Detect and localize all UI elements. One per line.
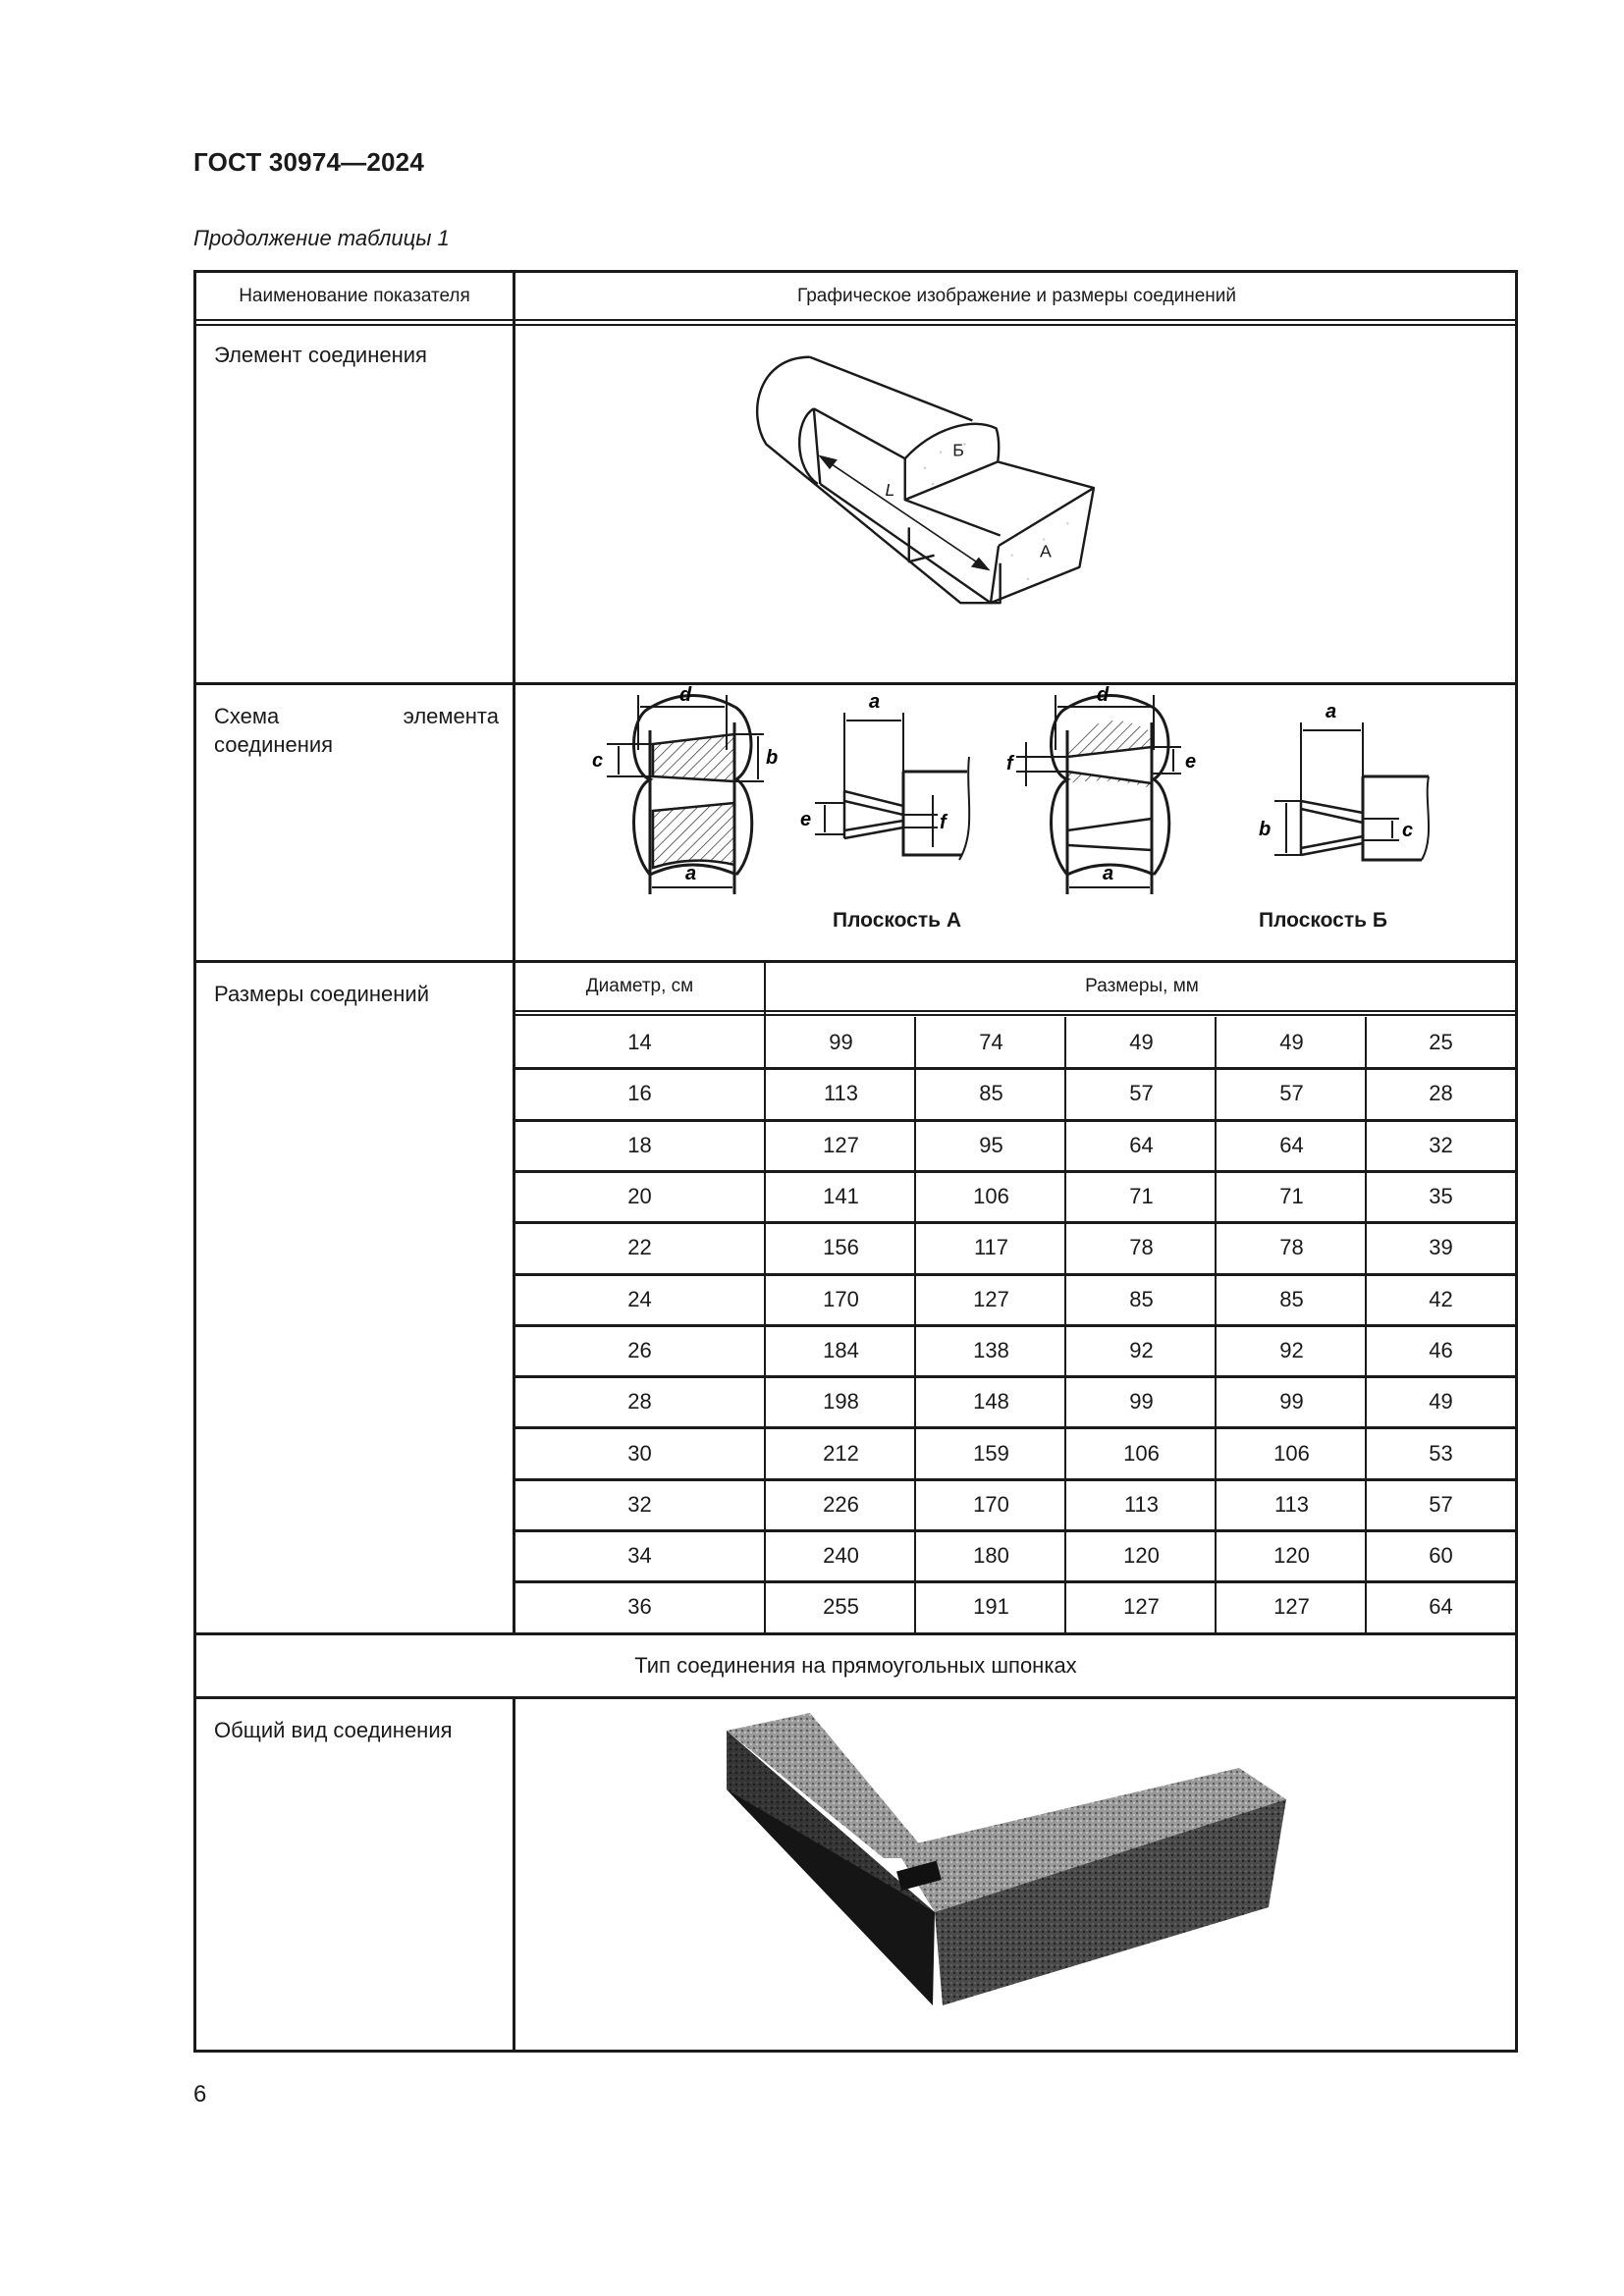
size-cell: 255 [823,1594,859,1620]
diameter-cell: 16 [627,1081,652,1106]
size-cell: 53 [1429,1440,1453,1466]
size-cell: 28 [1429,1081,1453,1106]
size-cell: 49 [1279,1030,1304,1055]
size-cell: 39 [1429,1235,1453,1260]
section-title: Тип соединения на прямоугольных шпонках [634,1653,1077,1678]
size-cell: 198 [823,1389,859,1415]
size-column-divider [914,1017,916,1632]
diameter-cell: 26 [627,1337,652,1362]
joint-element-isometric-figure [727,327,1139,641]
dim-a: a [685,863,697,884]
dim-d: d [1097,684,1110,706]
face-label-b: Б [952,440,964,460]
dim-f: f [1006,753,1013,774]
size-cell: 85 [1129,1286,1154,1311]
size-cell: 127 [1273,1594,1310,1620]
dim-b: b [766,747,779,769]
size-column-divider [1365,1017,1367,1632]
diameter-cell: 24 [627,1286,652,1311]
scheme-plane-b-view [1247,693,1443,889]
row-label-element: Элемент соединения [214,343,427,367]
size-cell: 127 [973,1286,1009,1311]
size-cell: 226 [823,1491,859,1517]
size-cell: 78 [1279,1235,1304,1260]
size-cell: 170 [973,1491,1009,1517]
table-caption: Продолжение таблицы 1 [193,226,450,250]
diameter-cell: 18 [627,1132,652,1157]
diameter-cell: 28 [627,1389,652,1415]
size-cell: 57 [1279,1081,1304,1106]
dim-a: a [1326,701,1337,722]
size-cell: 138 [973,1337,1009,1362]
header-divider [196,319,1515,321]
joint-specification-table [193,270,1518,2053]
size-cell: 92 [1129,1337,1154,1362]
size-cell: 64 [1129,1132,1154,1157]
diameter-cell: 34 [627,1543,652,1569]
column-header-indicator: Наименование показателя [239,286,470,306]
dim-e: e [800,809,812,830]
diameter-cell: 32 [627,1491,652,1517]
size-cell: 57 [1429,1491,1453,1517]
diameter-cell: 36 [627,1594,652,1620]
scheme-section-view-1 [589,684,785,929]
size-cell: 156 [823,1235,859,1260]
size-cell: 184 [823,1337,859,1362]
size-cell: 99 [1279,1389,1304,1415]
size-cell: 60 [1429,1543,1453,1569]
face-label-a: А [1040,541,1052,561]
size-cell: 170 [823,1286,859,1311]
diameter-cell: 14 [627,1030,652,1055]
col-header-sizes: Размеры, мм [1085,976,1199,996]
size-cell: 49 [1429,1389,1453,1415]
diameter-cell: 20 [627,1184,652,1209]
dim-a: a [869,691,881,713]
dims-header-divider [515,1010,1515,1012]
size-cell: 127 [1123,1594,1160,1620]
dim-a: a [1103,863,1114,884]
size-cell: 212 [823,1440,859,1466]
diameter-cell: 22 [627,1235,652,1260]
size-column-divider [1215,1017,1217,1632]
size-cell: 240 [823,1543,859,1569]
size-cell: 180 [973,1543,1009,1569]
size-cell: 113 [823,1081,859,1106]
size-cell: 42 [1429,1286,1453,1311]
size-cell: 141 [823,1184,859,1209]
diameter-cell: 30 [627,1440,652,1466]
size-cell: 85 [1279,1286,1304,1311]
size-column-divider [1064,1017,1066,1632]
dim-b: b [1259,819,1272,840]
dim-c: c [1402,820,1414,841]
size-cell: 32 [1429,1132,1453,1157]
column-divider [513,1696,515,2053]
dim-e: e [1185,751,1197,773]
size-cell: 95 [979,1132,1003,1157]
size-cell: 85 [979,1081,1003,1106]
plane-b-caption: Плоскость Б [1259,909,1387,932]
dims-header-divider [515,1014,1515,1016]
dim-f: f [940,812,947,833]
size-cell: 120 [1123,1543,1160,1569]
row-label-general-view: Общий вид соединения [214,1718,453,1742]
size-cell: 106 [1123,1440,1160,1466]
rectangular-key-joint-figure [717,1711,1345,2025]
size-cell: 106 [973,1184,1009,1209]
size-cell: 46 [1429,1337,1453,1362]
column-header-graphic: Графическое изображение и размеры соединений [797,286,1236,306]
size-cell: 148 [973,1389,1009,1415]
size-cell: 191 [973,1594,1009,1620]
size-cell: 64 [1429,1594,1453,1620]
scheme-plane-a-view [790,693,987,889]
size-cell: 71 [1129,1184,1154,1209]
size-cell: 117 [973,1235,1009,1260]
size-cell: 78 [1129,1235,1154,1260]
size-cell: 127 [823,1132,859,1157]
dim-d: d [679,684,692,706]
dimension-label-L: L [885,480,895,501]
size-cell: 35 [1429,1184,1453,1209]
row-label-scheme: Схема элемента соединения [214,704,499,757]
size-cell: 71 [1279,1184,1304,1209]
size-cell: 159 [973,1440,1009,1466]
size-cell: 113 [1123,1491,1160,1517]
dim-c: c [592,750,604,772]
size-cell: 106 [1273,1440,1310,1466]
document-title: ГОСТ 30974—2024 [193,147,424,177]
size-cell: 99 [829,1030,853,1055]
size-cell: 113 [1273,1491,1310,1517]
size-cell: 25 [1429,1030,1453,1055]
size-cell: 99 [1129,1389,1154,1415]
size-cell: 74 [979,1030,1003,1055]
plane-a-caption: Плоскость А [833,909,962,932]
col-header-diameter: Диаметр, см [585,976,694,996]
size-cell: 92 [1279,1337,1304,1362]
row-label-dimensions: Размеры соединений [214,982,430,1006]
size-cell: 49 [1129,1030,1154,1055]
size-cell: 57 [1129,1081,1154,1106]
scheme-section-view-2 [1006,684,1203,929]
page-number: 6 [193,2081,207,2108]
size-cell: 120 [1273,1543,1310,1569]
size-cell: 64 [1279,1132,1304,1157]
